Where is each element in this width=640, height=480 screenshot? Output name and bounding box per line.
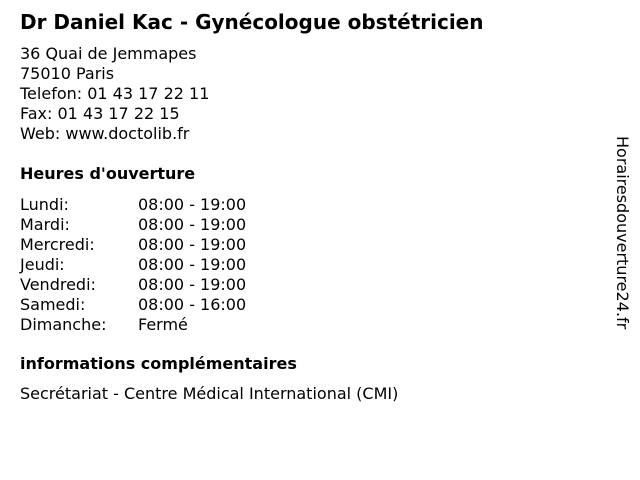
opening-hours-heading: Heures d'ouverture xyxy=(20,164,196,183)
hours-row-saturday xyxy=(20,295,246,315)
time-range: 08:00 - 19:00 xyxy=(138,255,247,274)
website: Web: www.doctolib.fr xyxy=(20,124,190,143)
site-watermark: Horairesdouverture24.fr xyxy=(613,136,632,330)
time-range: 08:00 - 19:00 xyxy=(138,235,247,254)
additional-info-heading: informations complémentaires xyxy=(20,354,297,373)
contact-block xyxy=(20,44,209,144)
day-label: Mercredi: xyxy=(20,235,95,254)
day-label: Jeudi: xyxy=(20,255,65,274)
city-postal-code: 75010 Paris xyxy=(20,64,115,83)
day-label: Vendredi: xyxy=(20,275,96,294)
hours-row-wednesday xyxy=(20,235,246,255)
page-title: Dr Daniel Kac - Gynécologue obstétricien xyxy=(20,10,484,34)
time-range: 08:00 - 19:00 xyxy=(138,195,247,214)
day-label: Dimanche: xyxy=(20,315,107,334)
hours-row-monday xyxy=(20,195,246,215)
hours-row-friday xyxy=(20,275,246,295)
hours-row-sunday xyxy=(20,315,246,335)
time-range: 08:00 - 16:00 xyxy=(138,295,247,314)
opening-hours-table xyxy=(20,195,246,335)
time-range: 08:00 - 19:00 xyxy=(138,275,247,294)
day-label: Samedi: xyxy=(20,295,86,314)
street-address: 36 Quai de Jemmapes xyxy=(20,44,197,63)
phone-number: Telefon: 01 43 17 22 11 xyxy=(20,84,210,103)
time-range: Fermé xyxy=(138,315,188,334)
day-label: Mardi: xyxy=(20,215,70,234)
hours-row-thursday xyxy=(20,255,246,275)
hours-row-tuesday xyxy=(20,215,246,235)
day-label: Lundi: xyxy=(20,195,69,214)
fax-number: Fax: 01 43 17 22 15 xyxy=(20,104,180,123)
time-range: 08:00 - 19:00 xyxy=(138,215,247,234)
additional-info-text: Secrétariat - Centre Médical International (CMI) xyxy=(20,384,399,403)
